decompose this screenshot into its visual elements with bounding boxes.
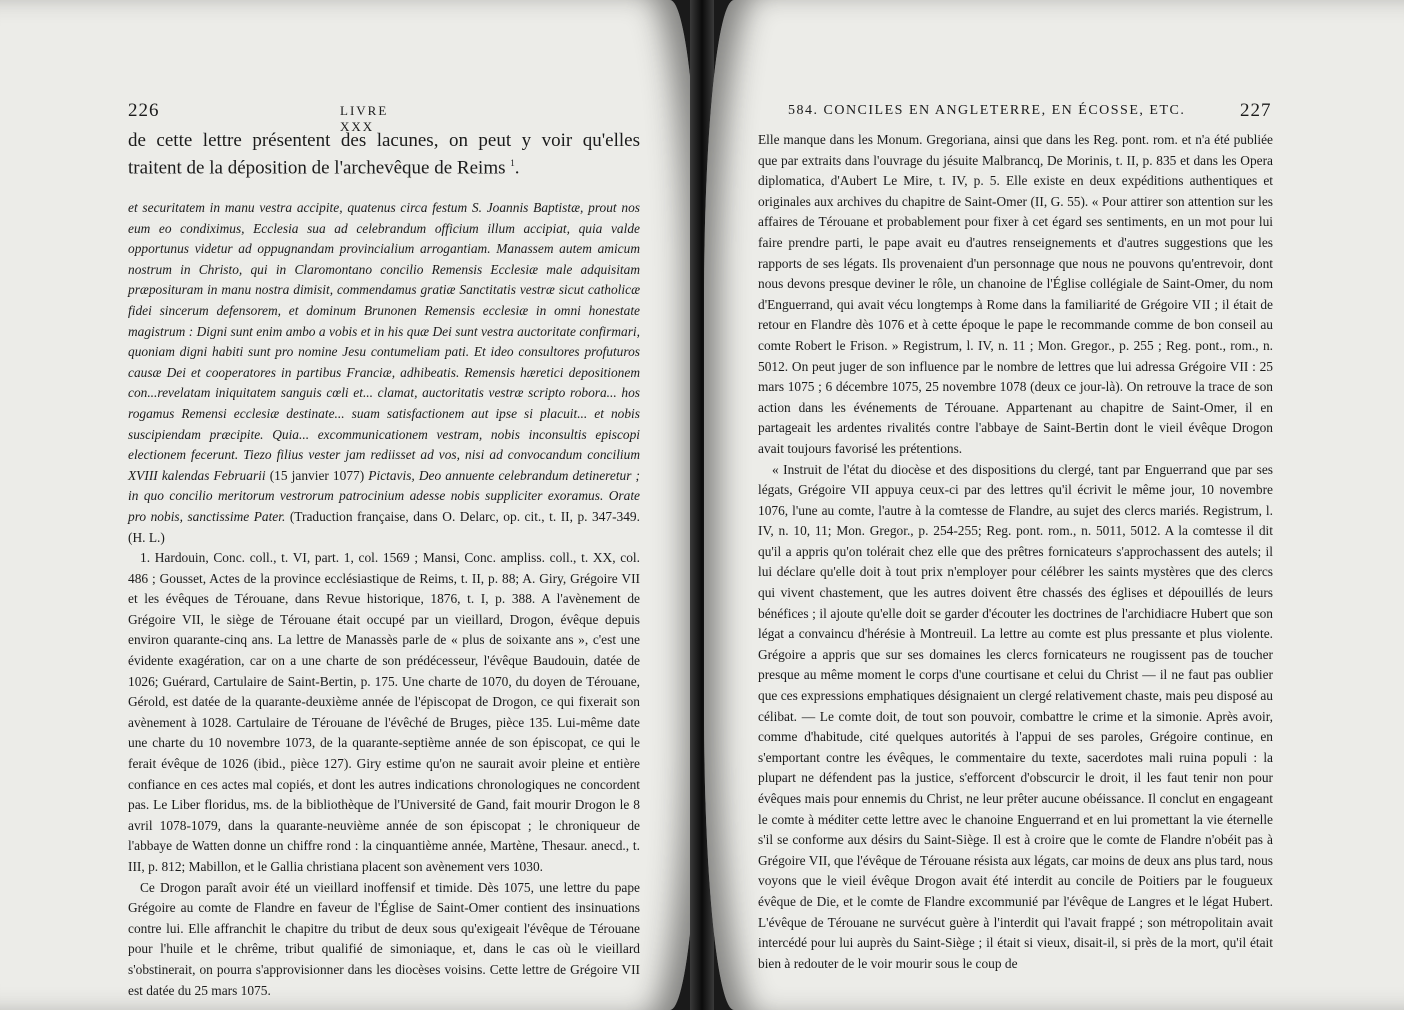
latin-text: et securitatem in manu vestra accipite, quatenus circa festum S. Joannis Baptistæ, prout nos eum eo condiximus, Ecclesia sua ad celebrandum officium illum accipiat, quia valde opportunus videtur ad oppugnandam provincialium arrogantiam. Manassem autem amicum nostrum in Christo, qui in Claromontano concilio Remensis Ecclesiæ male adquisitam præposituram in manu nostra dimisit, commendamus gratiæ Sanctitatis vestræ sicut catholicæ fidei sincerum defensorem, et dominum Brunonen Remensis ecclesiæ in omni honestate magistrum : Digni sunt enim ambo a vobis et in his quæ Dei sunt vestra auctoritate confirmari, quoniam digni habiti sunt pro nomine Jesu contumeliam pati. Et ideo consultores profuturos causæ Dei et cooperatores in partibus Franciæ, adhibeatis. Remensis hæretici depositionem con...revelatam iniquitatem sanguis cœli et... clamat, auctoritatis vestræ scripto robora... hos rogamus Remensi ecclesiæ destinate... suam satisfactionem aut ipse si placuit... et nobis suscipiendam præcipite. Quia... excommunicationem vestram, nobis inconsultis episcopi electionem fecerunt. Tiezo filius vester jam rediisset ad vos, nisi ad convocandum concilium XVIII kalendas Februarii <box>128 200 640 483</box>
footnote-1: 1. Hardouin, Conc. coll., t. VI, part. 1, col. 1569 ; Mansi, Conc. ampliss. coll., t. XX, col. 486 ; Gousset, Actes de la province ecclésiastique de Reims, t. II, p. 88; A. Giry, Grégoire VII et les évêques de Térouane, dans Revue historique, 1876, t. I, p. 388. A l'avènement de Grégoire VII, le siège de Térouane était occupé par un vieillard, Drogon, évêque depuis environ quarante-cinq ans. La lettre de Manassès parle de « plus de soixante ans », c'est une évidente exagération, car on a une charte de son prédécesseur, l'évêque Baudouin, datée de 1026; Guérard, Cartulaire de Saint-Bertin, p. 175. Une charte de 1070, du doyen de Térouane, Gérold, est datée de la quarante-deuxième année de l'épiscopat de Drogon, ce qui fixerait son avènement à 1028. Cartulaire de Térouane de l'évêché de Bruges, pièce 135. Lui-même date une charte du 10 novembre 1073, de la quarante-septième année de son épiscopat, ce qui le ferait évêque de 1026 (ibid., pièce 127). Giry estime qu'on ne saurait avoir pleine et entière confiance en ces actes mal copiés, et dont les autres indications chronologiques ne concordent pas. Le Liber floridus, ms. de la bibliothèque de l'Université de Gand, fait mourir Drogon le 8 avril 1078-1079, dans la quarante-neuvième année de son épiscopat ; le chroniqueur de l'abbaye de Watten donne un chiffre rond : la cinquantième année, Martène, Thesaur. anecd., t. III, p. 812; Mabillon, et le Gallia christiana placent son avènement vers 1030. <box>128 550 640 874</box>
latin-text-continued: Pictavis, Deo annuente celebrandum detineretur ; in quo concilio meritorum vestrorum patrocinium adesse nobis suppliciter exoramus. Orate pro nobis, sanctissime Pater. <box>128 467 641 524</box>
latin-date: (15 janvier 1077) <box>269 467 365 483</box>
paragraph-1: Elle manque dans les Monum. Gregoriana, ainsi que dans les Reg. pont. rom. et n'a été publiée que par extraits dans l'ouvrage du jésuite Malbrancq, De Morinis, t. II, p. 835 et dans les Opera diplomatica, d'Aubert Le Mire, t. IV, p. 5. Elle existe en deux expéditions authentiques et originales aux archives du chapitre de Saint-Omer (II, G. 55). « Pour attirer son attention sur les affaires de Térouane et probablement pour fixer à cet égard ses sentiments, en un mot pour lui faire prendre parti, le pape avait eu d'autres renseignements et d'autres suggestions que les rapports de ses légats. Ils provenaient d'un personnage que nous ne pouvons qu'entrevoir, dont nous devons presque deviner le rôle, un chanoine de l'Église collégiale de Saint-Omer, du nom d'Enguerrand, qui avait vécu longtemps à Rome dans la familiarité de Grégoire VII ; il était de retour en Flandre dès 1076 et à cette époque le pape le recommande comme de bon conseil au comte Robert le Frison. » Registrum, l. IV, n. 11 ; Mon. Gregor., p. 255 ; Reg. pont., rom., n. 5012. On peut juger de son influence par le nombre de lettres que lui adressa Grégoire VII : 25 mars 1075 ; 6 décembre 1075, 25 novembre 1078 (deux ce jour-là). On retrouve la trace de son action dans les événements de Térouane. Appartenant au chapitre de Saint-Omer, il en partageait les ardentes rivalités contre l'abbaye de Saint-Bertin dont le vieil évêque Drogon avait toujours favorisé les prétentions. <box>758 132 1273 456</box>
translation-note: (Traduction française, dans O. Delarc, op. cit., t. II, p. 347-349. (H. L.) <box>128 508 640 545</box>
right-page <box>704 0 1404 1010</box>
paragraph-drogon: Ce Drogon paraît avoir été un vieillard inoffensif et timide. Dès 1075, une lettre du pape Grégoire au comte de Flandre en faveur de l'Église de Saint-Omer contient des insinuations contre lui. Elle affranchit le chapitre du tribut de deux sous qu'exigeait l'évêque de Térouane pour l'huile et le chrême, tribut qualifié de simoniaque, et, dans le cas où le vieillard s'obstinerait, on pourra s'approvisionner dans les diocèses voisins. Cette lettre de Grégoire VII est datée du 25 mars 1075. <box>128 879 640 998</box>
left-page-body <box>128 198 640 1001</box>
page-number: 226 <box>128 100 160 121</box>
running-head: LIVRE XXX <box>340 103 389 134</box>
left-page <box>0 0 700 1010</box>
footnote-marker: 1 <box>510 158 515 168</box>
lead-text: de cette lettre présentent des lacunes, on peut y voir qu'elles traitent de la déposition de l'archevêque de Reims <box>128 130 640 179</box>
paragraph-2: « Instruit de l'état du diocèse et des dispositions du clergé, tant par Enguerrand que par ses légats, Grégoire VII appuya ceux-ci par des lettres qu'il écrivit le même jour, 10 novembre 1076, l'une au comte, l'autre à la comtesse de Flandre, au sujet des clercs mariés. Registrum, l. IV, n. 10, 11; Mon. Gregor., p. 254-255; Reg. pont. rom., n. 5011, 5012. A la comtesse il dit qu'il a appris qu'on tolérait chez elle que des prêtres fornicateurs s'approchassent des autels; il lui déclare qu'elle doit à tout prix n'employer pour célébrer les saints mystères que des clercs qui vivent chastement, que les autres doivent être chassés des églises et dépouillés de leurs bénéfices ; il ajoute qu'elle doit se garder d'écouter les doctrines de l'archidiacre Hubert que son légat a convaincu d'hérésie à Montreuil. La lettre au comte est plus pressante et plus violente. Grégoire a appris que sur ses domaines les clercs fornicateurs ne rougissent pas de toucher presque au même moment le corps d'une courtisane et celui du Christ — il ne faut pas oublier que ces expressions emphatiques désignaient un clergé relativement chaste, mais peu disposé au célibat. — Le comte doit, de tout son pouvoir, combattre le crime et la simonie. Après avoir, comme d'habitude, cité quelques autorités à l'appui de ses paroles, Grégoire continue, en s'emportant contre les évêques, le commentaire du texte, sacerdotes mali ruina populi : la plupart ne défendent pas la justice, s'efforcent d'obscurcir le droit, il les faut tenir non pour évêques mais pour ennemis du Christ, ne leur prêter aucune obéissance. Il conclut en engageant le comte à méditer cette lettre avec le chanoine Enguerrand et en lui promettant la vie éternelle s'il se conforme aux désirs du Saint-Siège. Il est à croire que le comte de Flandre n'obéit pas à Grégoire VII, que l'évêque de Térouane résista aux légats, car moins de deux ans plus tard, nous voyons que le vieil évêque Drogon avait été interdit au concile de Poitiers par le fougueux évêque de Die, et le comte de Flandre excommunié par l'évêque de Langres et le légat Hubert. L'évêque de Térouane ne survécut guère à l'interdit qui l'avait frappé ; son métropolitain avait intercédé pour lui auprès du Saint-Siège ; il était si vieux, disait-il, si près de la mort, qu'il était bien à redouter de le voir mourir sous le coup de <box>758 461 1273 971</box>
latin-passage <box>128 198 640 548</box>
right-page-body <box>758 130 1273 974</box>
page-number: 227 <box>1240 100 1272 121</box>
lead-paragraph: de cette lettre présentent des lacunes, on peut y voir qu'elles traitent de la déposition de l'archevêque de Reims $^1$. <box>128 130 640 179</box>
running-head: 584. CONCILES EN ANGLETERRE, EN ÉCOSSE, ETC. <box>788 103 1186 118</box>
